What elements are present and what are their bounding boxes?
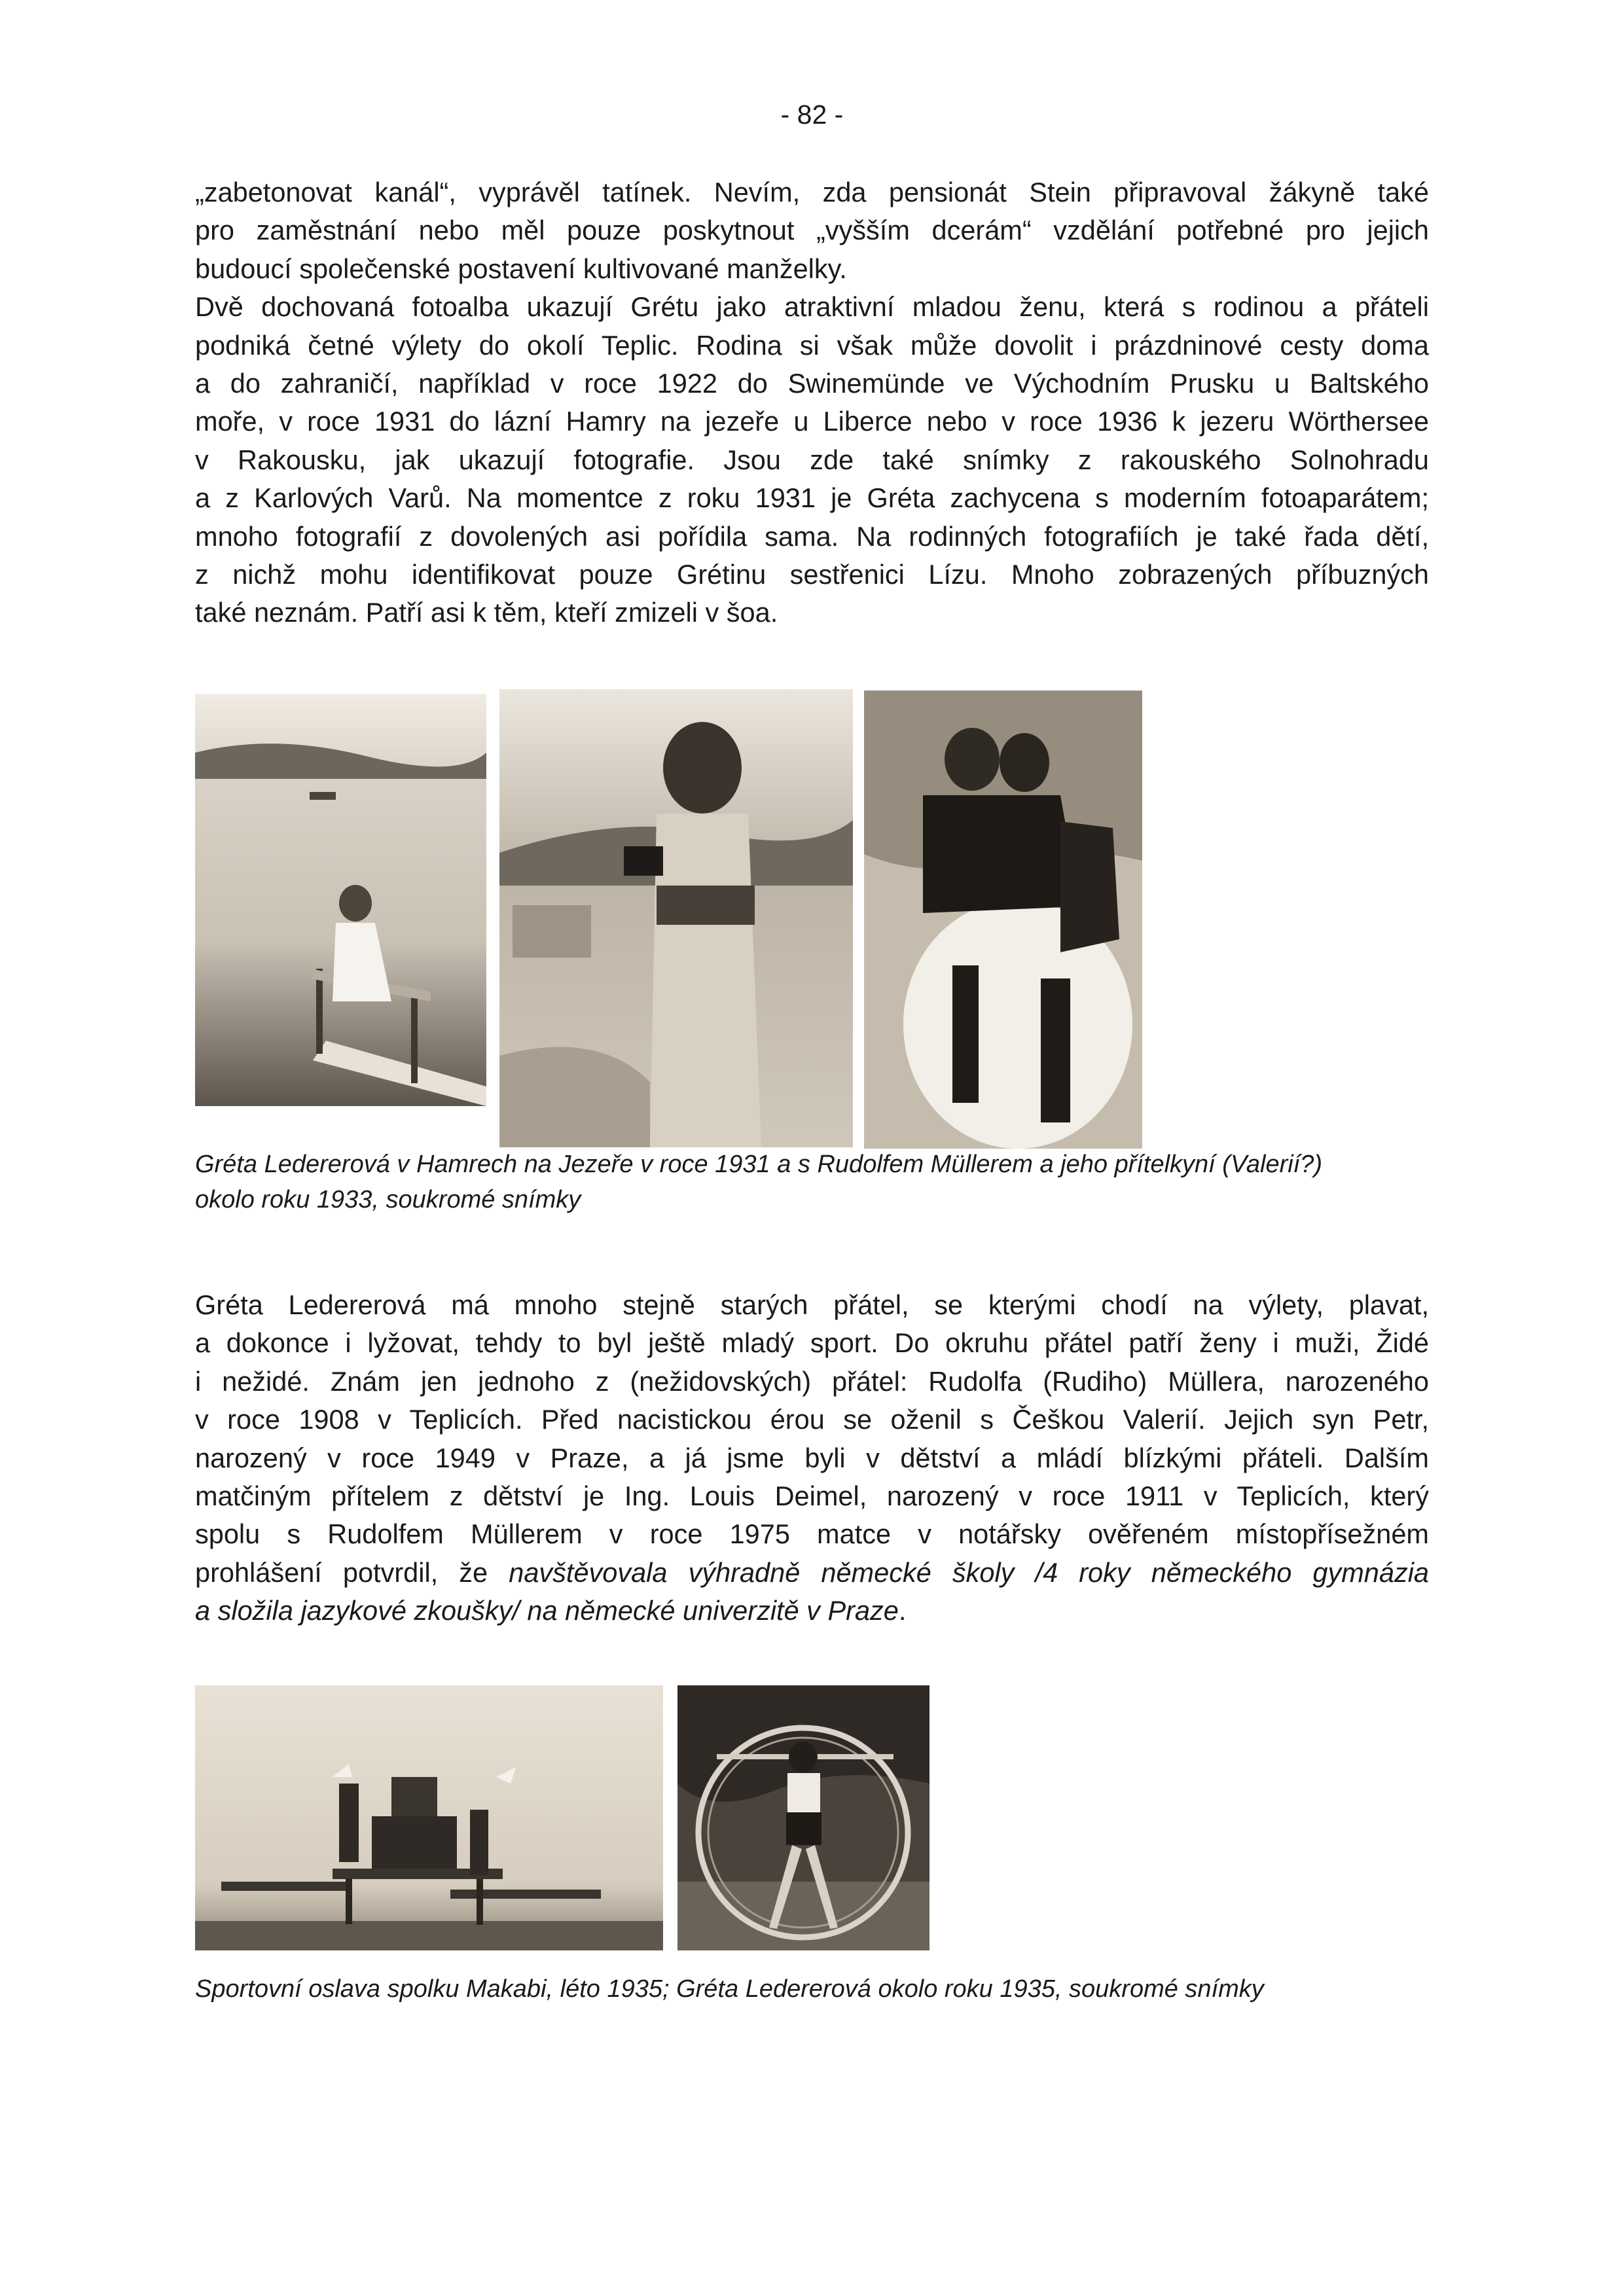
text-line: také neznám. Patří asi k těm, kteří zmizeli v šoa. — [195, 597, 778, 628]
text-line: „zabetonovat kanál“, vyprávěl tatínek. Nevím, zda pensionát Stein připravoval žákyně také — [195, 177, 1429, 207]
text-line: a z Karlových Varů. Na momentce z roku 1931 je Gréta zachycena s moderním fotoaparátem; — [195, 482, 1429, 514]
text-line: moře, v roce 1931 do lázní Hamry na jezeře u Liberce nebo v roce 1936 k jezeru Wörthersee — [195, 406, 1429, 437]
paragraph-1 — [195, 173, 1429, 632]
photo-greta-in-wheel — [677, 1685, 929, 1950]
caption-line: okolo roku 1933, soukromé snímky — [195, 1186, 581, 1213]
paragraph-2 — [195, 1286, 1429, 1630]
text-line: podniká četné výlety do okolí Teplic. Rodina si však může dovolit i prázdninové cesty doma — [195, 329, 1429, 361]
text-line: z nichž mohu identifikovat pouze Grétinu sestřenici Lízu. Mnoho zobrazených příbuzných — [195, 559, 1429, 590]
photo-greta-with-camera — [499, 689, 853, 1147]
text-line: a do zahraničí, například v roce 1922 do Swinemünde ve Východním Prusku u Baltského — [195, 368, 1429, 399]
text-line: a dokonce i lyžovat, tehdy to byl ještě mladý sport. Do okruhu přátel patří ženy i muži, Židé — [195, 1327, 1429, 1359]
caption-photos-2: Sportovní oslava spolku Makabi, léto 1935; Gréta Ledererová okolo roku 1935, soukromé snímky — [195, 1975, 1264, 2003]
text-italic: a složila jazykové zkoušky/ na německé univerzitě v Praze — [195, 1595, 899, 1626]
text-line — [195, 1592, 1429, 1630]
text-line: Gréta Ledererová má mnoho stejně starých přátel, se kterými chodí na výlety, plavat, — [195, 1289, 1429, 1320]
page-number: - 82 - — [780, 99, 844, 130]
text-normal: . — [898, 1595, 907, 1626]
text-line: pro zaměstnání nebo měl pouze poskytnout „vyšším dcerám“ vzdělání potřebné pro jejich — [195, 215, 1429, 246]
photo-friends-on-snowball — [864, 691, 1142, 1149]
text-line: v roce 1908 v Teplicích. Před nacistickou érou se oženil s Češkou Valerií. Jejich syn Petr, — [195, 1404, 1429, 1435]
text-line: v Rakousku, jak ukazují fotografie. Jsou zde také snímky z rakouského Solnohradu — [195, 444, 1429, 475]
text-line — [195, 1554, 1429, 1592]
text-line: matčiným přítelem z dětství je Ing. Louis Deimel, narozený v roce 1911 v Teplicích, který — [195, 1480, 1429, 1512]
photo-makabi-pyramid — [195, 1685, 663, 1950]
text-normal: prohlášení potvrdil, že — [195, 1556, 509, 1588]
text-line: i nežidé. Znám jen jednoho z (nežidovských) přátel: Rudolfa (Rudiho) Müllera, narozeného — [195, 1365, 1429, 1397]
text-line: mnoho fotografií z dovolených asi pořídila sama. Na rodinných fotografiích je také řada dětí, — [195, 520, 1429, 552]
text-line: narozený v roce 1949 v Praze, a já jsme byli v dětství a mládí blízkými přáteli. Dalším — [195, 1442, 1429, 1473]
caption-line: Gréta Ledererová v Hamrech na Jezeře v roce 1931 a s Rudolfem Müllerem a jeho přítelkyní (Valerií?) — [195, 1151, 1323, 1178]
text-line: spolu s Rudolfem Müllerem v roce 1975 matce v notářsky ověřeném místopřísežném — [195, 1518, 1429, 1550]
text-italic: navštěvovala výhradně německé školy /4 roky německého gymnázia — [509, 1556, 1429, 1588]
photo-greta-on-pier — [195, 694, 486, 1106]
text-line: Dvě dochovaná fotoalba ukazují Grétu jako atraktivní mladou ženu, která s rodinou a přáteli — [195, 291, 1429, 323]
text-line: budoucí společenské postavení kultivované manželky. — [195, 253, 847, 284]
caption-photos-1 — [195, 1147, 1322, 1217]
